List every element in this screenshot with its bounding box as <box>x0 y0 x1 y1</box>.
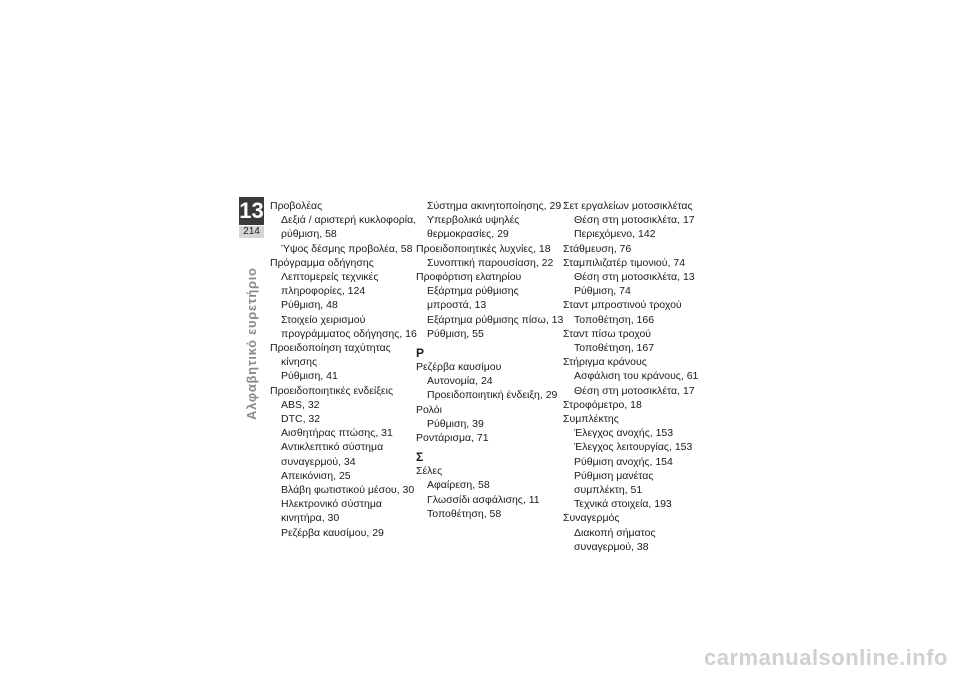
index-entry: Προειδοποιητικές λυχνίες, 18 <box>416 242 551 255</box>
index-entry: Στροφόμετρο, 18 <box>563 398 642 411</box>
index-subentry: συναγερμού, 38 <box>574 540 649 553</box>
index-entry: Συναγερμός <box>563 512 620 525</box>
index-subentry: Στοιχείο χειρισμού <box>281 313 366 326</box>
index-subentry: κίνησης <box>281 356 318 369</box>
index-subentry: Ηλεκτρονικό σύστημα <box>281 498 382 511</box>
index-subentry: Τεχνικά στοιχεία, 193 <box>574 498 672 511</box>
index-entry: Προειδοποίηση ταχύτητας <box>270 342 391 355</box>
index-entry: Σέλες <box>416 465 443 478</box>
index-entry: Σταντ μπροστινού τροχού <box>563 299 682 312</box>
chapter-number: 13 <box>239 198 264 223</box>
index-column-2 <box>416 199 564 521</box>
index-subentry: Ρύθμιση, 48 <box>281 299 338 312</box>
index-subentry: ρύθμιση, 58 <box>281 228 337 241</box>
index-entry: Προειδοποιητικές ενδείξεις <box>270 384 394 397</box>
index-subentry: Εξάρτημα ρύθμισης πίσω, 13 <box>427 313 564 326</box>
index-subentry: θερμοκρασίες, 29 <box>427 228 509 241</box>
index-subentry: Ασφάλιση του κράνους, 61 <box>574 370 699 383</box>
index-subentry: Θέση στη μοτοσικλέτα, 17 <box>574 384 695 397</box>
index-subentry: Θέση στη μοτοσικλέτα, 17 <box>574 214 695 227</box>
index-subentry: κινητήρα, 30 <box>281 512 340 525</box>
index-subentry: Αφαίρεση, 58 <box>427 479 490 492</box>
index-subentry: συμπλέκτη, 51 <box>574 484 643 497</box>
index-entry: Σετ εργαλείων μοτοσικλέτας <box>563 200 693 212</box>
index-subentry: Σύστημα ακινητοποίησης, 29 <box>427 200 562 212</box>
index-subentry: Τοποθέτηση, 167 <box>574 342 655 355</box>
index-subentry: Ρύθμιση ανοχής, 154 <box>574 455 673 468</box>
index-column-3 <box>563 199 708 554</box>
index-subentry: Προειδοποιητική ένδειξη, 29 <box>427 389 558 402</box>
index-subentry: Υπερβολικά υψηλές <box>427 214 520 227</box>
index-subentry: Τοποθέτηση, 58 <box>427 507 502 520</box>
index-subentry: DTC, 32 <box>281 413 321 426</box>
index-subentry: Γλωσσίδι ασφάλισης, 11 <box>427 493 540 506</box>
section-title: Αλφαβητικό ευρετήριο <box>244 267 259 420</box>
index-entry: Σταντ πίσω τροχού <box>563 327 652 340</box>
index-subentry: Ρεζέρβα καυσίμου, 29 <box>281 526 384 539</box>
index-subentry: Αυτονομία, 24 <box>427 375 493 388</box>
index-column-1 <box>270 199 415 540</box>
index-subentry: Βλάβη φωτιστικού μέσου, 30 <box>281 484 415 497</box>
index-subentry: Περιεχόμενο, 142 <box>574 228 656 241</box>
index-subentry: Αντικλεπτικό σύστημα <box>281 441 384 454</box>
index-entry: Προφόρτιση ελατηρίου <box>416 271 522 284</box>
index-letter-heading: Ρ <box>416 346 425 361</box>
index-subentry: Δεξιά / αριστερή κυκλοφορία, <box>281 214 417 227</box>
index-entry: Συμπλέκτης <box>563 413 619 426</box>
index-subentry: συναγερμού, 34 <box>281 455 356 468</box>
index-subentry: Θέση στη μοτοσικλέτα, 13 <box>574 271 695 284</box>
index-subentry: προγράμματος οδήγησης, 16 <box>281 327 417 340</box>
index-subentry: Τοποθέτηση, 166 <box>574 313 655 326</box>
index-subentry: Ύψος δέσμης προβολέα, 58 <box>281 242 413 255</box>
index-subentry: Εξάρτημα ρύθμισης <box>427 285 519 298</box>
index-subentry: Ρύθμιση μανέτας <box>574 469 654 482</box>
index-letter-heading: Σ <box>416 450 424 465</box>
index-subentry: Ρύθμιση, 39 <box>427 417 484 430</box>
index-subentry: Έλεγχος λειτουργίας, 153 <box>574 441 693 454</box>
index-subentry: Διακοπή σήματος <box>574 526 656 539</box>
index-entry: Σταμπιλιζατέρ τιμονιού, 74 <box>563 256 686 269</box>
index-subentry: Απεικόνιση, 25 <box>281 469 351 482</box>
index-entry: Ρολόι <box>416 403 442 416</box>
index-subentry: ABS, 32 <box>281 398 320 411</box>
index-entry: Πρόγραμμα οδήγησης <box>270 256 374 269</box>
index-subentry: Λεπτομερείς τεχνικές <box>281 271 379 284</box>
index-subentry: πληροφορίες, 124 <box>281 285 366 298</box>
index-subentry: Έλεγχος ανοχής, 153 <box>574 427 674 440</box>
index-subentry: Ρύθμιση, 55 <box>427 327 484 340</box>
watermark[interactable]: carmanualsonline.info <box>704 645 948 670</box>
index-entry: Ροντάρισμα, 71 <box>416 432 489 445</box>
index-entry: Προβολέας <box>270 200 323 212</box>
index-subentry: Ρύθμιση, 41 <box>281 370 338 383</box>
index-entry: Ρεζέρβα καυσίμου <box>416 361 502 374</box>
index-entry: Στάθμευση, 76 <box>563 242 632 255</box>
page-number: 214 <box>239 226 264 238</box>
index-subentry: Ρύθμιση, 74 <box>574 285 631 298</box>
index-subentry: μπροστά, 13 <box>427 299 487 312</box>
index-subentry: Αισθητήρας πτώσης, 31 <box>281 427 393 440</box>
index-subentry: Συνοπτική παρουσίαση, 22 <box>427 256 554 269</box>
index-entry: Στήριγμα κράνους <box>563 356 647 369</box>
